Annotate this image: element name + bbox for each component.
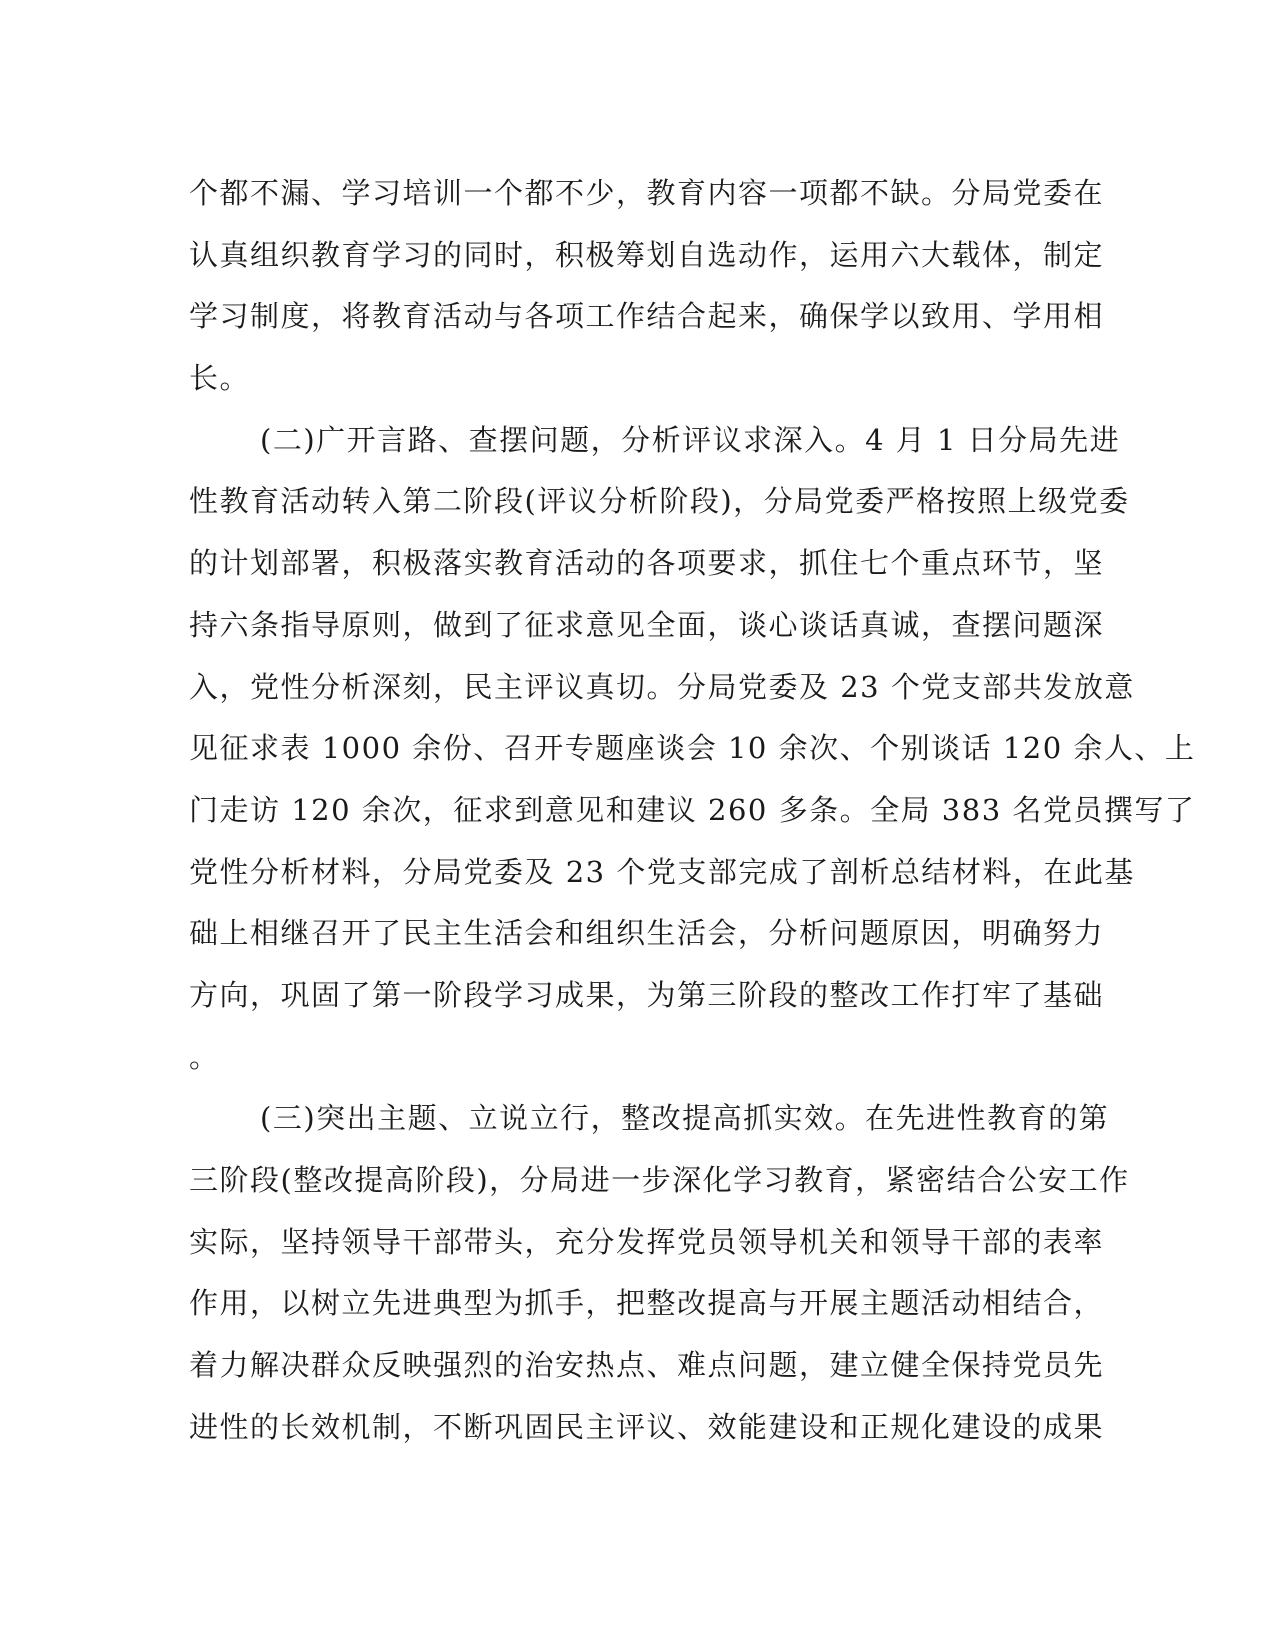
text-line: 三阶段(整改提高阶段)，分局进一步深化学习教育，紧密结合公安工作 xyxy=(189,1163,1130,1197)
text-line: 方向，巩固了第一阶段学习成果，为第三阶段的整改工作打牢了基础 xyxy=(189,977,1105,1012)
text-line: 门走访 120 余次，征求到意见和建议 260 多条。全局 383 名党员撰写了 xyxy=(189,792,1196,827)
text-line: 着力解决群众反映强烈的治安热点、难点问题，建立健全保持党员先 xyxy=(189,1348,1105,1383)
text-line: 长。 xyxy=(189,361,251,396)
document-body xyxy=(189,163,1196,1458)
text-line: 进性的长效机制，不断巩固民主评议、效能建设和正规化建设的成果 xyxy=(189,1409,1105,1444)
text-line: 础上相继召开了民主生活会和组织生活会，分析问题原因，明确努力 xyxy=(189,916,1105,951)
paragraph-2-first-line: (二)广开言路、查摆问题，分析评议求深入。4 月 1 日分局先进 xyxy=(260,422,1121,457)
text-line: 。 xyxy=(189,1039,220,1074)
text-line: 个都不漏、学习培训一个都不少，教育内容一项都不缺。分局党委在 xyxy=(189,176,1105,210)
text-line: 实际，坚持领导干部带头，充分发挥党员领导机关和领导干部的表率 xyxy=(189,1224,1105,1259)
text-line: 性教育活动转入第二阶段(评议分析阶段)，分局党委严格按照上级党委 xyxy=(189,484,1130,519)
text-line: 学习制度，将教育活动与各项工作结合起来，确保学以致用、学用相 xyxy=(189,299,1105,334)
text-line: 认真组织教育学习的同时，积极筹划自选动作，运用六大载体，制定 xyxy=(189,237,1105,272)
text-line: 入，党性分析深刻，民主评议真切。分局党委及 23 个党支部共发放意 xyxy=(189,669,1135,704)
text-line: 持六条指导原则，做到了征求意见全面，谈心谈话真诚，查摆问题深 xyxy=(189,607,1105,642)
text-line: 见征求表 1000 余份、召开专题座谈会 10 余次、个别谈话 120 余人、上 xyxy=(189,731,1196,766)
text-line: 党性分析材料，分局党委及 23 个党支部完成了剖析总结材料，在此基 xyxy=(189,854,1135,889)
text-line: 作用，以树立先进典型为抓手，把整改提高与开展主题活动相结合， xyxy=(189,1286,1105,1321)
text-line: 的计划部署，积极落实教育活动的各项要求，抓住七个重点环节，坚 xyxy=(189,546,1105,581)
paragraph-3-first-line: (三)突出主题、立说立行，整改提高抓实效。在先进性教育的第 xyxy=(260,1101,1110,1136)
